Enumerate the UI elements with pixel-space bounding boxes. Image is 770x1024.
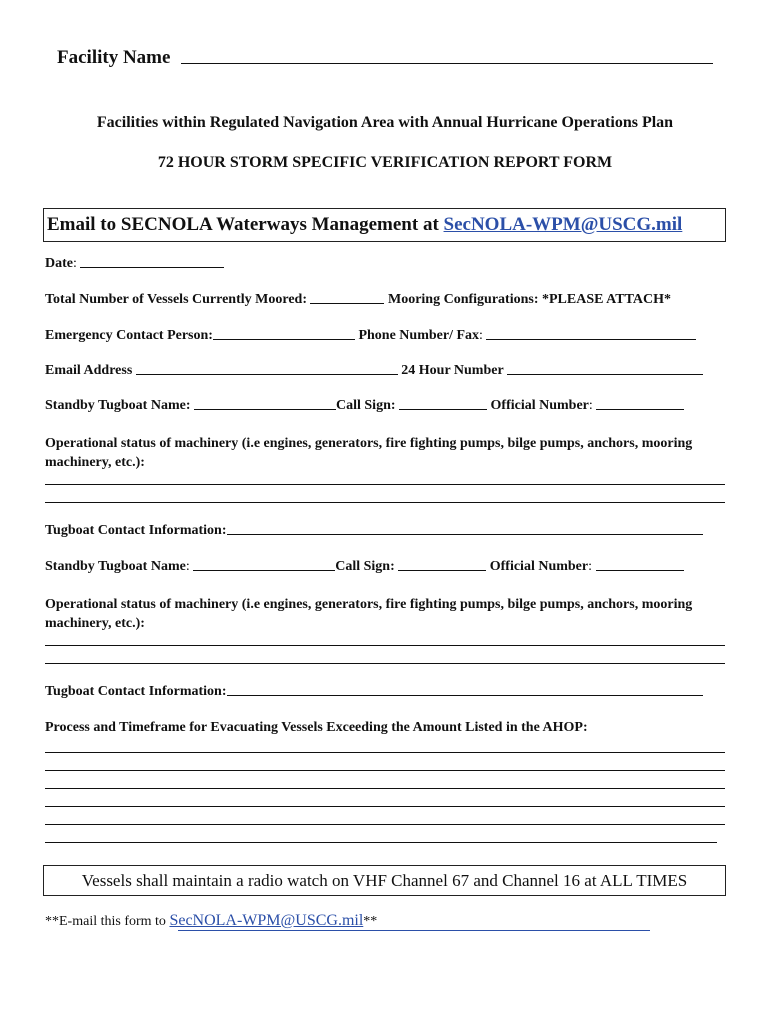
facility-name-row (57, 47, 713, 69)
vessels-row (45, 292, 671, 308)
date-row: Date: (45, 256, 224, 272)
official-number-field-2[interactable] (596, 569, 684, 571)
footer-prefix: **E-mail this form to (45, 914, 166, 929)
footer-underline (178, 930, 650, 931)
tug-contact-field-1[interactable] (227, 533, 703, 535)
official-number-label-1: Official Number (490, 398, 589, 413)
process-line[interactable] (45, 770, 725, 771)
operational-status-line[interactable] (45, 663, 725, 664)
operational-status-line[interactable] (45, 645, 725, 646)
radio-notice-box (43, 865, 726, 896)
email-address-field[interactable] (136, 373, 398, 375)
email-address-row (45, 363, 703, 379)
email-instruction-box (43, 208, 726, 242)
process-label: Process and Timeframe for Evacuating Vessels Exceeding the Amount Listed in the AHOP: (45, 720, 588, 735)
total-vessels-label: Total Number of Vessels Currently Moored: (45, 292, 307, 307)
hour24-label: 24 Hour Number (401, 363, 504, 378)
form-subtitle: Facilities within Regulated Navigation Area with Annual Hurricane Operations Plan (96, 114, 674, 131)
emergency-contact-field[interactable] (213, 338, 355, 340)
call-sign-label-1: Call Sign: (336, 398, 396, 413)
official-number-field-1[interactable] (596, 408, 684, 410)
standby-tug-row-2: Standby Tugboat Name: Call Sign: Official Number: (45, 559, 684, 575)
operational-status-label-2: Operational status of machinery (i.e engines, generators, fire fighting pumps, bilge pumps, anchors, mooring machinery, etc.): (45, 597, 693, 631)
standby-tug-field-1[interactable] (194, 408, 336, 410)
call-sign-label-2: Call Sign: (335, 559, 395, 574)
tug-contact-label-2: Tugboat Contact Information: (45, 684, 227, 699)
hour24-field[interactable] (507, 373, 703, 375)
date-field[interactable] (80, 266, 224, 268)
footer-email-link[interactable]: SecNOLA-WPM@USCG.mil (169, 912, 364, 929)
phone-fax-field[interactable] (486, 338, 696, 340)
standby-tug-label-1: Standby Tugboat Name: (45, 398, 191, 413)
tug-contact-field-2[interactable] (227, 694, 703, 696)
call-sign-field-1[interactable] (399, 408, 487, 410)
email-address-label: Email Address (45, 363, 133, 378)
operational-status-line[interactable] (45, 502, 725, 503)
facility-name-label: Facility Name (57, 47, 171, 68)
process-line[interactable] (45, 806, 725, 807)
total-vessels-field[interactable] (310, 302, 384, 304)
facility-name-blank[interactable] (181, 62, 713, 64)
operational-status-label-1: Operational status of machinery (i.e engines, generators, fire fighting pumps, bilge pumps, anchors, mooring machinery, etc.): (45, 436, 693, 470)
phone-fax-label: Phone Number/ Fax (358, 328, 480, 343)
tug-contact-label-1: Tugboat Contact Information: (45, 523, 227, 538)
process-line[interactable] (45, 842, 717, 843)
standby-tug-row-1: Standby Tugboat Name: Call Sign: Official Number: (45, 398, 684, 414)
standby-tug-field-2[interactable] (193, 569, 335, 571)
process-line[interactable] (45, 752, 725, 753)
process-line[interactable] (45, 824, 725, 825)
footer-row (45, 912, 377, 930)
process-line[interactable] (45, 788, 725, 789)
official-number-label-2: Official Number (489, 559, 589, 574)
emergency-contact-label: Emergency Contact Person: (45, 328, 213, 343)
call-sign-field-2[interactable] (398, 569, 486, 571)
date-label: Date (45, 256, 73, 271)
form-title: 72 HOUR STORM SPECIFIC VERIFICATION REPORT FORM (157, 154, 613, 171)
tug-contact-row-1 (45, 523, 703, 539)
standby-tug-label-2: Standby Tugboat Name (45, 559, 186, 574)
email-instruction-text: Email to SECNOLA Waterways Management at (47, 214, 439, 235)
tug-contact-row-2 (45, 684, 703, 700)
email-link[interactable]: SecNOLA-WPM@USCG.mil (443, 214, 683, 235)
emergency-row: Emergency Contact Person: Phone Number/ Fax: (45, 328, 696, 344)
operational-status-line[interactable] (45, 484, 725, 485)
mooring-config-label: Mooring Configurations: *PLEASE ATTACH* (387, 292, 671, 307)
footer-suffix: ** (363, 914, 378, 929)
radio-notice-text: Vessels shall maintain a radio watch on VHF Channel 67 and Channel 16 at ALL TIMES (81, 871, 688, 890)
